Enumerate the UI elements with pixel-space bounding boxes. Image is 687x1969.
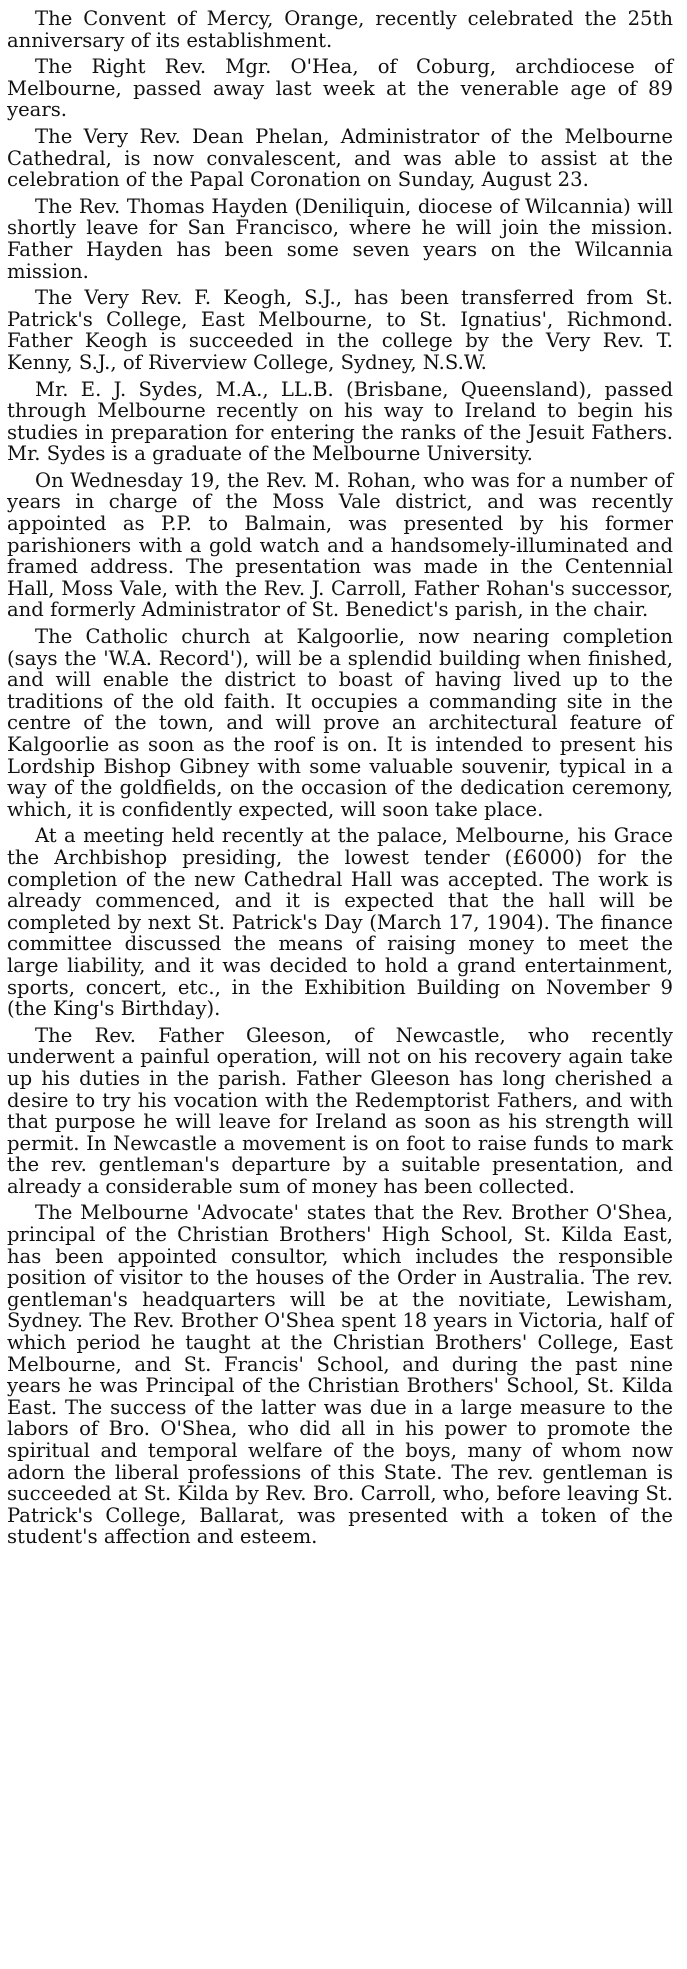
news-paragraph-cathedral-hall: At a meeting held recently at the palace, Melbourne, his Grace the Archbishop presiding, the lowest tender (£6000) for the completion of the new Cathedral Hall was accepted. The work is already commenced, and it is expected that the hall will be completed by next St. Patrick's Day (March 17, 1904). The finance committee discussed the means of raising money to meet the large liability, and it was decided to hold a grand entertainment, sports, concert, etc., in the Exhibition Building on November 9 (the King's Birthday).	[7, 824, 673, 1021]
news-paragraph-thomas-hayden: The Rev. Thomas Hayden (Deniliquin, diocese of Wilcannia) will shortly leave for San Francisco, where he will join the mission. Father Hayden has been some seven years on the Wilcannia mission.	[7, 194, 673, 283]
news-paragraph-sydes: Mr. E. J. Sydes, M.A., LL.B. (Brisbane, Queensland), passed through Melbourne recently on his way to Ireland to begin his studies in preparation for entering the ranks of the Jesuit Fathers. Mr. Sydes is a graduate of the Melbourne University.	[7, 377, 673, 466]
news-paragraph-mgr-ohea: The Right Rev. Mgr. O'Hea, of Coburg, archdiocese of Melbourne, passed away last week at the venerable age of 89 years.	[7, 55, 673, 122]
news-paragraph-rohan-presentation: On Wednesday 19, the Rev. M. Rohan, who was for a number of years in charge of the Moss Vale district, and was recently appointed as P.P. to Balmain, was presented by his former parishioners with a gold watch and a handsomely-illuminated and framed address. The presentation was made in the Centennial Hall, Moss Vale, with the Rev. J. Carroll, Father Rohan's successor, and formerly Administrator of St. Benedict's parish, in the chair.	[7, 468, 673, 622]
news-paragraph-dean-phelan: The Very Rev. Dean Phelan, Administrator of the Melbourne Cathedral, is now convalescent, and was able to assist at the celebration of the Papal Coronation on Sunday, August 23.	[7, 124, 673, 192]
news-paragraph-brother-oshea: The Melbourne 'Advocate' states that the Rev. Brother O'Shea, principal of the Christian Brothers' High School, St. Kilda East, has been appointed consultor, which includes the responsible position of visitor to the houses of the Order in Australia. The rev. gentleman's headquarters will be at the novitiate, Lewisham, Sydney. The Rev. Brother O'Shea spent 18 years in Victoria, half of which period he taught at the Christian Brothers' College, East Melbourne, and St. Francis' School, and during the past nine years he was Principal of the Christian Brothers' School, St. Kilda East. The success of the latter was due in a large measure to the labors of Bro. O'Shea, who did all in his power to promote the spiritual and temporal welfare of the boys, many of whom now adorn the liberal professions of this State. The rev. gentleman is succeeded at St. Kilda by Rev. Bro. Carroll, who, before leaving St. Patrick's College, Ballarat, was presented with a token of the student's affection and esteem.	[7, 1201, 673, 1549]
news-column	[7, 0, 673, 1548]
news-paragraph-convent-orange: The Convent of Mercy, Orange, recently celebrated the 25th anniversary of its establishment.	[7, 7, 673, 52]
news-paragraph-keogh-transfer: The Very Rev. F. Keogh, S.J., has been transferred from St. Patrick's College, East Melbourne, to St. Ignatius', Richmond. Father Keogh is succeeded in the college by the Very Rev. T. Kenny, S.J., of Riverview College, Sydney, N.S.W.	[7, 286, 673, 374]
news-paragraph-father-gleeson: The Rev. Father Gleeson, of Newcastle, who recently underwent a painful operation, will not on his recovery again take up his duties in the parish. Father Gleeson has long cherished a desire to try his vocation with the Redemptorist Fathers, and with that purpose he will leave for Ireland as soon as his strength will permit. In Newcastle a movement is on foot to raise funds to mark the rev. gentleman's departure by a suitable presentation, and already a considerable sum of money has been collected.	[7, 1023, 673, 1198]
news-paragraph-kalgoorlie-church: The Catholic church at Kalgoorlie, now nearing completion (says the 'W.A. Record'), will be a splendid building when finished, and will enable the district to boast of having lived up to the traditions of the old faith. It occupies a commanding site in the centre of the town, and will prove an architectural feature of Kalgoorlie as soon as the roof is on. It is intended to present his Lordship Bishop Gibney with some valuable souvenir, typical in a way of the goldfields, on the occasion of the dedication ceremony, which, it is confidently expected, will soon take place.	[7, 625, 673, 821]
